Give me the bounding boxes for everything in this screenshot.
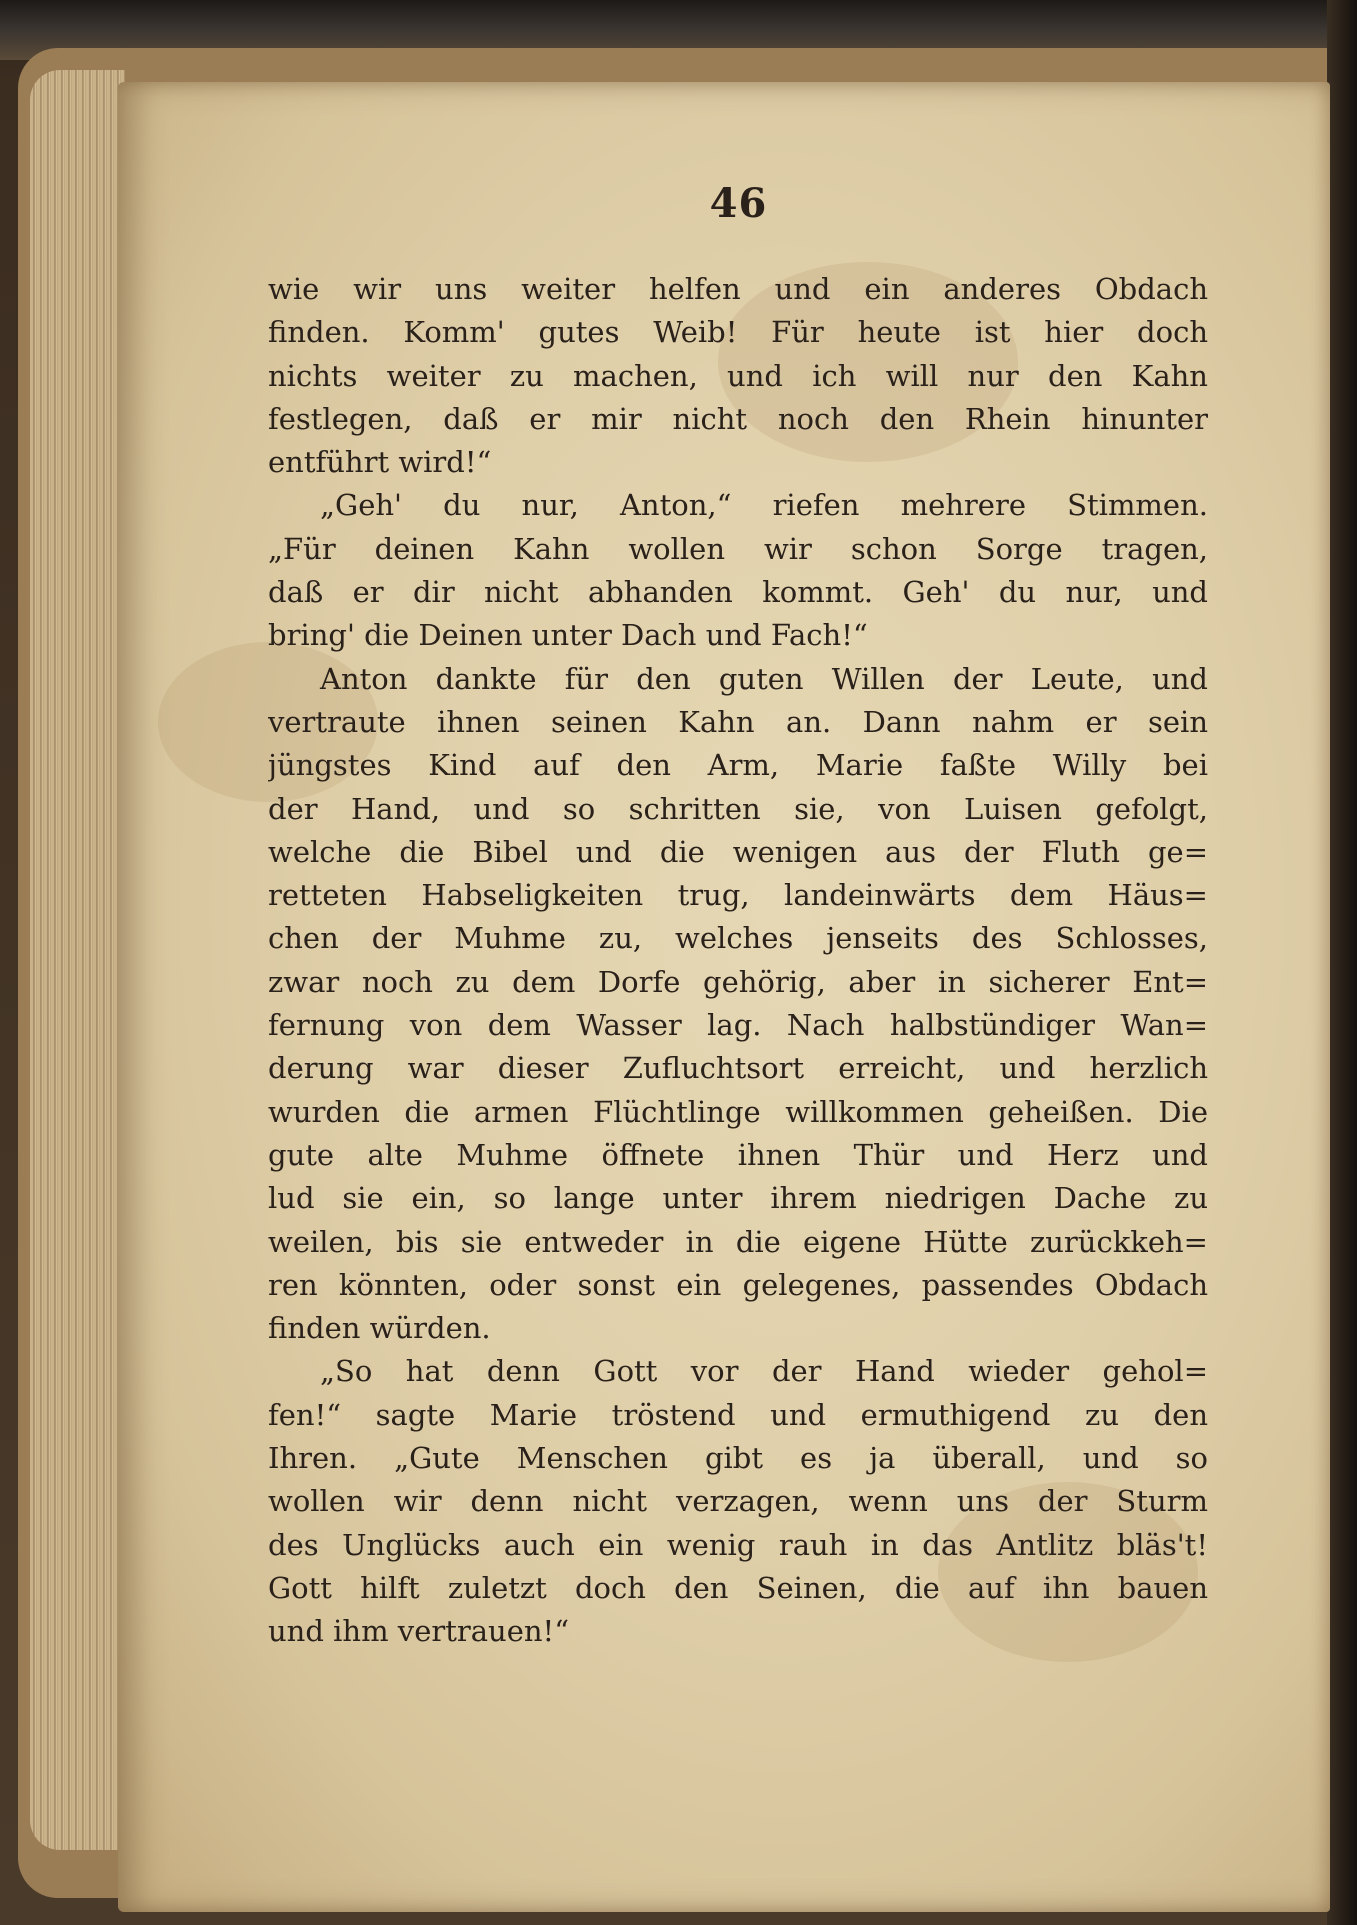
- text-line: daß er dir nicht abhanden kommt. Geh' du nur, und: [268, 575, 1208, 610]
- text-line: weilen, bis sie entweder in die eigene Hütte zurückkeh=: [268, 1224, 1208, 1259]
- text-line: welche die Bibel und die wenigen aus der Fluth ge=: [268, 834, 1208, 869]
- text-line: „So hat denn Gott vor der Hand wieder gehol=: [320, 1354, 1208, 1389]
- text-line: festlegen, daß er mir nicht noch den Rhein hinunter: [268, 401, 1208, 436]
- text-line: der Hand, und so schritten sie, von Luisen gefolgt,: [268, 791, 1208, 826]
- text-line: fen!“ sagte Marie tröstend und ermuthigend zu den: [268, 1397, 1208, 1432]
- text-line: wie wir uns weiter helfen und ein anderes Obdach: [268, 272, 1208, 306]
- text-line: finden würden.: [268, 1311, 491, 1346]
- text-line: fernung von dem Wasser lag. Nach halbstündiger Wan=: [268, 1008, 1208, 1043]
- text-line: wurden die armen Flüchtlinge willkommen geheißen. Die: [268, 1094, 1208, 1129]
- text-line: Gott hilft zuletzt doch den Seinen, die auf ihn bauen: [268, 1570, 1208, 1605]
- text-line: Ihren. „Gute Menschen gibt es ja überall, und so: [268, 1441, 1208, 1476]
- text-line: retteten Habseligkeiten trug, landeinwärts dem Häus=: [268, 878, 1208, 913]
- text-line: „Für deinen Kahn wollen wir schon Sorge tragen,: [268, 531, 1208, 566]
- text-line: und ihm vertrauen!“: [268, 1614, 570, 1649]
- text-line: vertraute ihnen seinen Kahn an. Dann nahm er sein: [268, 704, 1208, 739]
- body-text: [268, 268, 1208, 1654]
- text-line: des Unglücks auch ein wenig rauh in das Antlitz bläs't!: [268, 1527, 1208, 1562]
- text-line: finden. Komm' gutes Weib! Für heute ist hier doch: [268, 315, 1208, 350]
- text-line: lud sie ein, so lange unter ihrem niedrigen Dache zu: [268, 1181, 1208, 1216]
- text-line: chen der Muhme zu, welches jenseits des Schlosses,: [268, 921, 1208, 956]
- text-line: jüngstes Kind auf den Arm, Marie faßte Willy bei: [268, 748, 1208, 783]
- page-edges: [30, 70, 125, 1850]
- text-line: bring' die Deinen unter Dach und Fach!“: [268, 618, 868, 653]
- text-line: „Geh' du nur, Anton,“ riefen mehrere Stimmen.: [320, 488, 1208, 523]
- text-line: derung war dieser Zufluchtsort erreicht, und herzlich: [268, 1051, 1208, 1086]
- page-number: 46: [709, 180, 768, 227]
- book-cover-right-edge: [1327, 0, 1357, 1925]
- text-line: nichts weiter zu machen, und ich will nur den Kahn: [268, 358, 1208, 393]
- text-line: zwar noch zu dem Dorfe gehörig, aber in sicherer Ent=: [268, 964, 1208, 999]
- text-line: entführt wird!“: [268, 445, 492, 480]
- text-line: Anton dankte für den guten Willen der Leute, und: [320, 661, 1208, 696]
- text-line: gute alte Muhme öffnete ihnen Thür und Herz und: [268, 1137, 1208, 1172]
- text-line: ren könnten, oder sonst ein gelegenes, passendes Obdach: [268, 1267, 1208, 1302]
- text-line: wollen wir denn nicht verzagen, wenn uns der Sturm: [268, 1484, 1208, 1519]
